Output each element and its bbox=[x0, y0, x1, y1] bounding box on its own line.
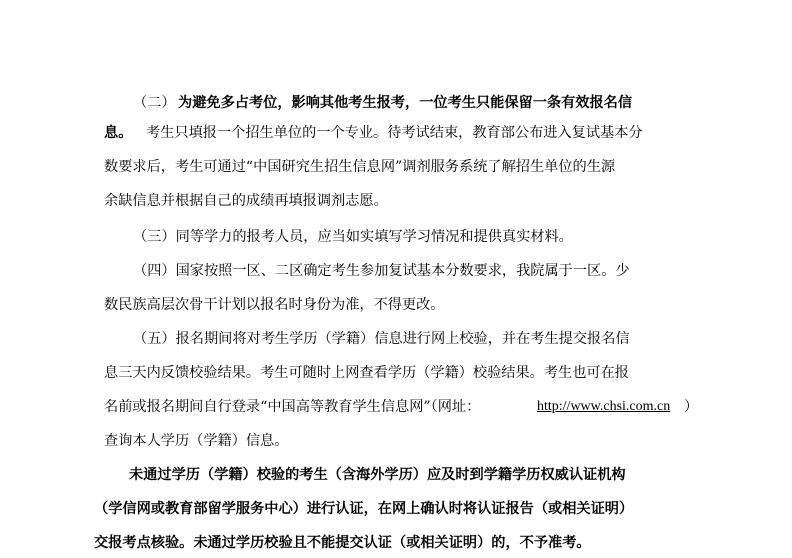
paragraph-text: 交报考点核验。未通过学历校验且不能提交认证（或相关证明）的，不予准考。 bbox=[94, 535, 591, 551]
paragraph-text: 查询本人学历（学籍）信息。 bbox=[104, 433, 289, 449]
paragraph-4-line-1 bbox=[0, 256, 792, 286]
item-number-2: （二） bbox=[133, 95, 176, 111]
paragraph-2-line-3 bbox=[0, 152, 792, 182]
paragraph-5-line-3 bbox=[0, 392, 792, 422]
paragraph-2-line-2 bbox=[0, 118, 792, 148]
paragraph-text: （学信网或教育部留学服务中心）进行认证，在网上确认时将认证报告（或相关证明） bbox=[94, 501, 634, 517]
paragraph-text: 名前或报名期间自行登录“中国高等教育学生信息网”（网址： bbox=[104, 399, 481, 415]
paragraph-text: （四）国家按照一区、二区确定考生参加复试基本分数要求，我院属于一区。少 bbox=[133, 263, 630, 279]
paragraph-text: 数要求后，考生可通过“中国研究生招生信息网”调剂服务系统了解招生单位的生源 bbox=[104, 159, 616, 175]
paragraph-text: 余缺信息并根据自己的成绩再填报调剂志愿。 bbox=[104, 193, 388, 209]
paragraph-text: 息三天内反馈校验结果。考生可随时上网查看学历（学籍）校验结果。考生也可在报 bbox=[104, 365, 629, 381]
bold-rule-end: 息。 bbox=[104, 125, 133, 141]
paragraph-6-line-2 bbox=[0, 494, 792, 524]
paragraph-3 bbox=[0, 222, 792, 252]
paragraph-text: （五）报名期间将对考生学历（学籍）信息进行网上校验，并在考生提交报名信 bbox=[133, 331, 630, 347]
paragraph-text: 考生只填报一个招生单位的一个专业。待考试结束，教育部公布进入复试基本分 bbox=[146, 125, 643, 141]
paragraph-5-line-2 bbox=[0, 358, 792, 388]
paragraph-2-line-1 bbox=[0, 88, 792, 118]
paragraph-text: 未通过学历（学籍）校验的考生（含海外学历）应及时到学籍学历权威认证机构 bbox=[129, 467, 626, 483]
chsi-website-link[interactable]: http://www.chsi.com.cn bbox=[537, 399, 671, 414]
paragraph-4-line-2 bbox=[0, 290, 792, 320]
paragraph-text: 数民族高层次骨干计划以报名时身份为准，不得更改。 bbox=[104, 297, 445, 313]
paragraph-6-line-3 bbox=[0, 528, 792, 558]
paragraph-text: ） bbox=[684, 399, 699, 415]
paragraph-5-line-4 bbox=[0, 426, 792, 456]
paragraph-text: （三）同等学力的报考人员，应当如实填写学习情况和提供真实材料。 bbox=[133, 229, 573, 245]
paragraph-2-line-4 bbox=[0, 186, 792, 216]
paragraph-5-line-1 bbox=[0, 324, 792, 354]
paragraph-6-line-1 bbox=[0, 460, 792, 490]
bold-rule-text: 为避免多占考位，影响其他考生报考，一位考生只能保留一条有效报名信 bbox=[178, 95, 633, 111]
